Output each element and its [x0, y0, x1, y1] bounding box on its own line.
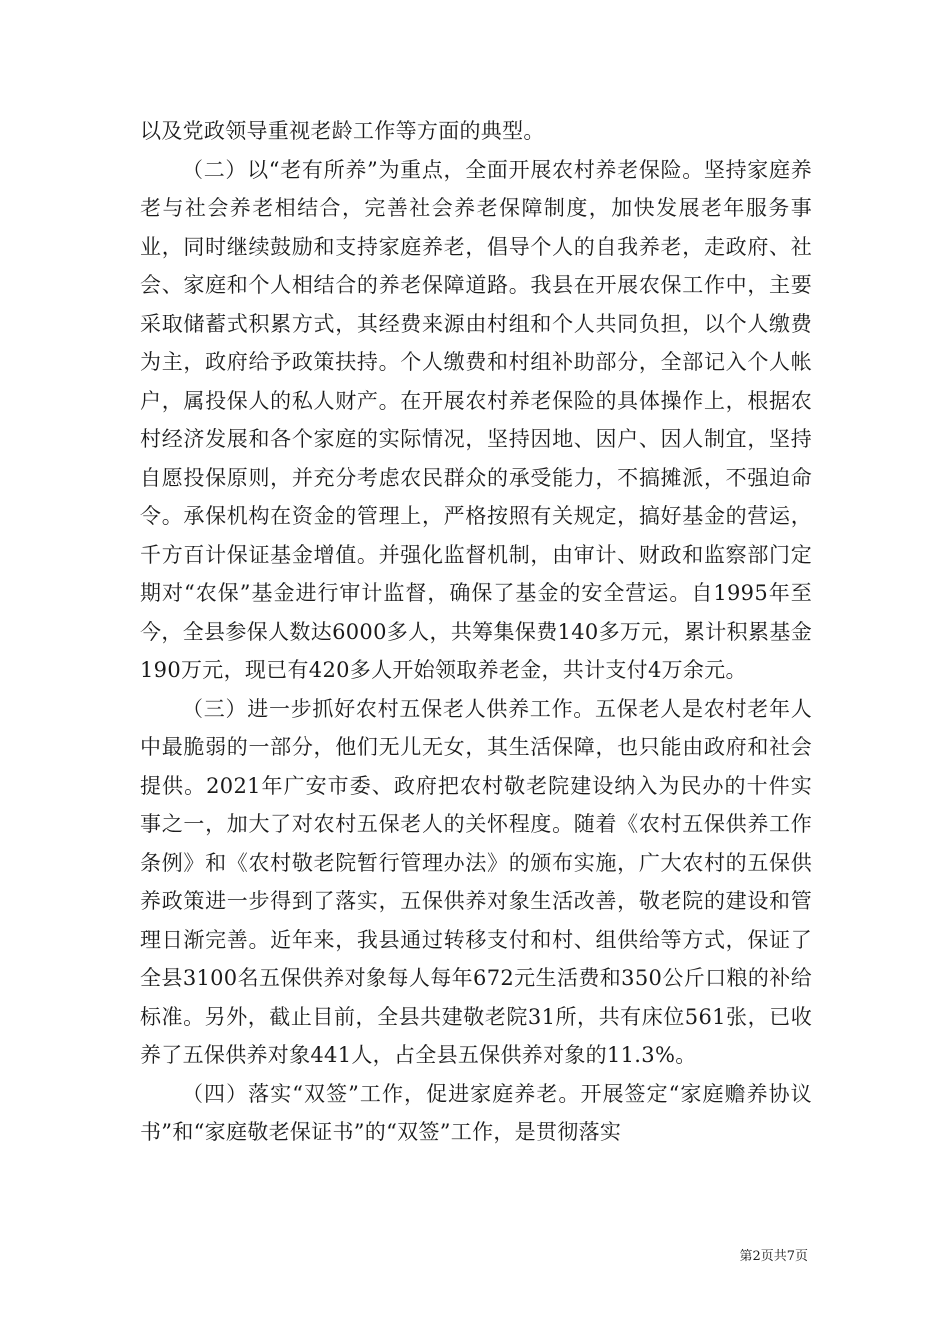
page-number: 第2页共7页	[739, 1249, 808, 1264]
paragraph-section-4: （四）落实“双签”工作，促进家庭养老。开展签定“家庭赡养协议书”和“家庭敬老保证书”的“双签”工作，是贯彻落实	[140, 1081, 812, 1144]
document-body	[140, 112, 812, 1152]
paragraph-section-3: （三）进一步抓好农村五保老人供养工作。五保老人是农村老年人中最脆弱的一部分，他们无儿无女，其生活保障，也只能由政府和社会提供。2021年广安市委、政府把农村敬老院建设纳入为民办的十件实事之一，加大了对农村五保老人的关怀程度。随着《农村五保供养工作条例》和《农村敬老院暂行管理办法》的颁布实施，广大农村的五保供养政策进一步得到了落实，五保供养对象生活改善，敬老院的建设和管理日渐完善。近年来，我县通过转移支付和村、组供给等方式，保证了全县3100名五保供养对象每人每年672元生活费和350公斤口粮的补给标准。另外，截止目前，全县共建敬老院31所，共有床位561张，已收养了五保供养对象441人，占全县五保供养对象的11.3%。	[140, 696, 812, 1067]
paragraph-section-2: （二）以“老有所养”为重点，全面开展农村养老保险。坚持家庭养老与社会养老相结合，完善社会养老保障制度，加快发展老年服务事业，同时继续鼓励和支持家庭养老，倡导个人的自我养老，走政府、社会、家庭和个人相结合的养老保障道路。我县在开展农保工作中，主要采取储蓄式积累方式，其经费来源由村组和个人共同负担，以个人缴费为主，政府给予政策扶持。个人缴费和村组补助部分，全部记入个人帐户，属投保人的私人财产。在开展农村养老保险的具体操作上，根据农村经济发展和各个家庭的实际情况，坚持因地、因户、因人制宜，坚持自愿投保原则，并充分考虑农民群众的承受能力，不搞摊派，不强迫命令。承保机构在资金的管理上，严格按照有关规定，搞好基金的营运，千方百计保证基金增值。并强化监督机制，由审计、财政和监察部门定期对“农保”基金进行审计监督，确保了基金的安全营运。自1995年至今，全县参保人数达6000多人，共筹集保费140多万元，累计积累基金190万元，现已有420多人开始领取养老金，共计支付4万余元。	[140, 157, 812, 682]
paragraph-continuation: 以及党政领导重视老龄工作等方面的典型。	[140, 119, 545, 143]
